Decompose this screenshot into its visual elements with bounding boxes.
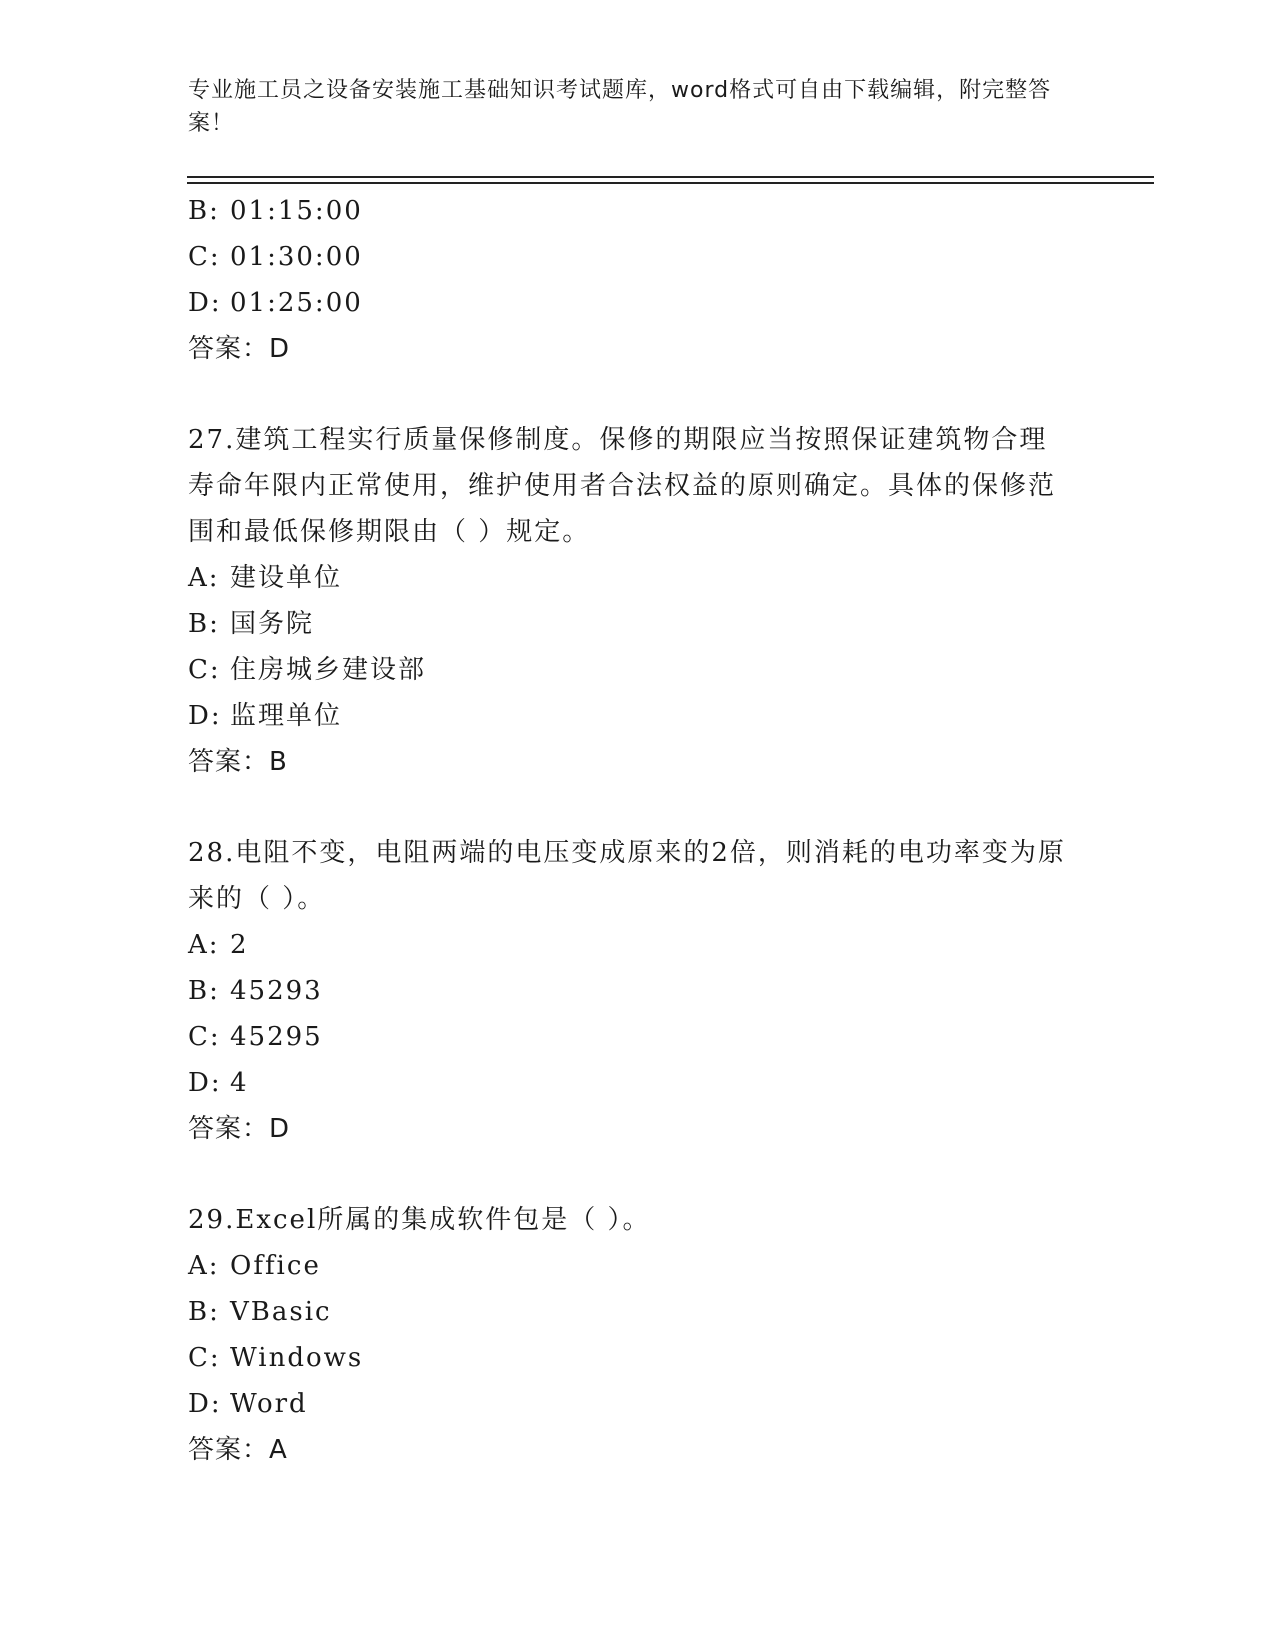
question-stem: 29.Excel所属的集成软件包是（ ）。 bbox=[188, 1205, 651, 1235]
question-partial bbox=[188, 188, 1088, 372]
option-b: B: 国务院 bbox=[188, 609, 315, 639]
question-27 bbox=[188, 417, 1088, 785]
question-28 bbox=[188, 830, 1088, 1152]
option-c: C: 45295 bbox=[188, 1022, 323, 1052]
option-d: D: Word bbox=[188, 1389, 308, 1419]
option-a: A: Office bbox=[188, 1251, 321, 1281]
question-29 bbox=[188, 1197, 1088, 1473]
header-divider-top bbox=[187, 176, 1154, 178]
option-d: D: 监理单位 bbox=[188, 701, 343, 731]
option-d: D: 4 bbox=[188, 1068, 249, 1098]
answer-line: 答案：D bbox=[188, 1114, 291, 1144]
answer-line: 答案：B bbox=[188, 747, 288, 777]
option-b: B: 01:15:00 bbox=[188, 196, 363, 226]
answer-line: 答案：A bbox=[188, 1435, 288, 1465]
question-list bbox=[188, 188, 1088, 1473]
document-header: 专业施工员之设备安装施工基础知识考试题库，word格式可自由下载编辑，附完整答案！ bbox=[188, 78, 1052, 136]
option-b: B: 45293 bbox=[188, 976, 323, 1006]
option-a: A: 2 bbox=[188, 930, 249, 960]
option-c: C: 住房城乡建设部 bbox=[188, 655, 427, 685]
option-c: C: 01:30:00 bbox=[188, 242, 363, 272]
answer-line: 答案：D bbox=[188, 334, 291, 364]
option-a: A: 建设单位 bbox=[188, 563, 343, 593]
option-d: D: 01:25:00 bbox=[188, 288, 363, 318]
option-b: B: VBasic bbox=[188, 1297, 332, 1327]
question-stem: 27.建筑工程实行质量保修制度。保修的期限应当按照保证建筑物合理寿命年限内正常使用，维护使用者合法权益的原则确定。具体的保修范围和最低保修期限由（ ）规定。 bbox=[188, 425, 1057, 547]
question-stem: 28.电阻不变，电阻两端的电压变成原来的2倍，则消耗的电功率变为原来的（ ）。 bbox=[188, 838, 1066, 914]
option-c: C: Windows bbox=[188, 1343, 364, 1373]
header-divider-bottom bbox=[187, 182, 1154, 184]
